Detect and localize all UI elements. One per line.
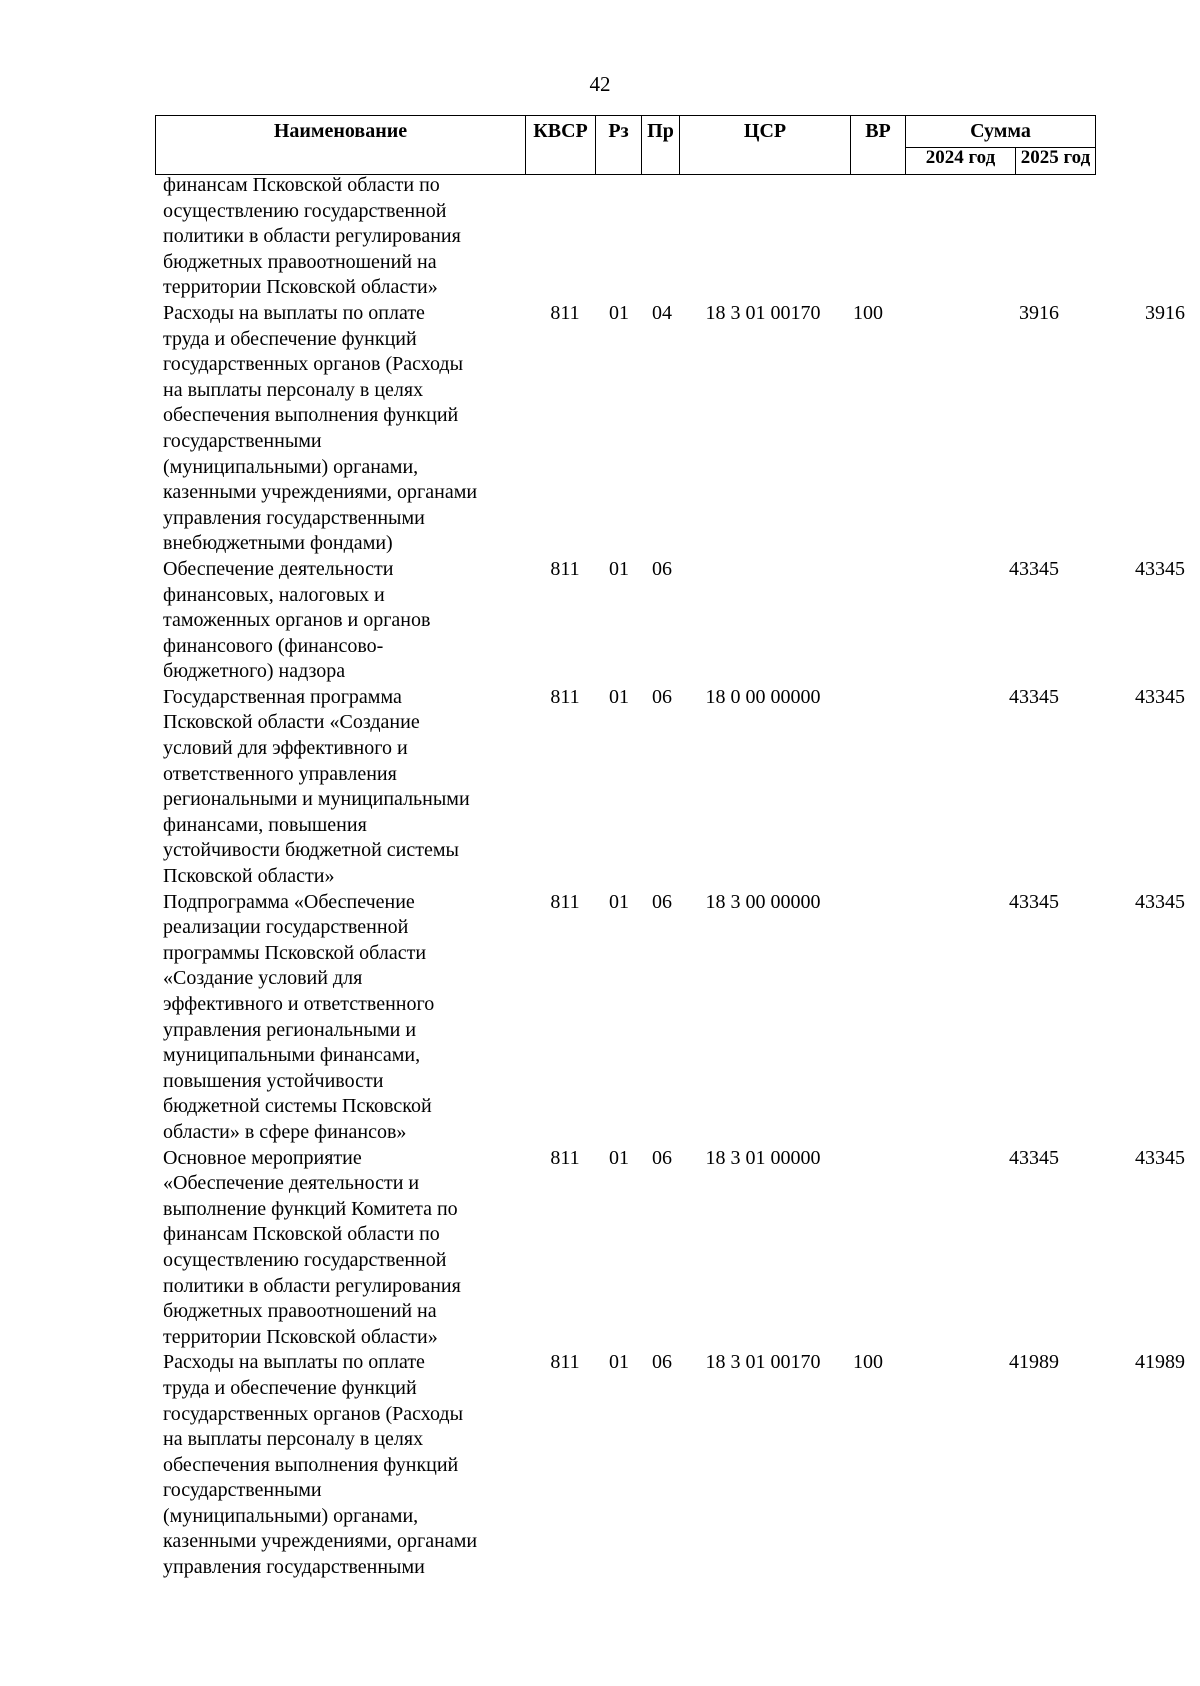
cell-pr: 06	[652, 1351, 672, 1374]
row-name-line: политики в области регулирования	[163, 225, 461, 248]
row-name-line: Псковской области «Создание	[163, 711, 420, 734]
row-name-line: области» в сфере финансов»	[163, 1120, 407, 1143]
cell-pr: 06	[652, 557, 672, 580]
cell-rz: 01	[609, 890, 629, 913]
cell-sum-2024: 43345	[1009, 890, 1059, 913]
row-name-line: территории Псковской области»	[163, 276, 438, 299]
cell-rz: 01	[609, 301, 629, 324]
cell-rz: 01	[609, 1146, 629, 1169]
cell-kvsr: 811	[550, 890, 580, 913]
header-csr: ЦСР	[680, 116, 851, 175]
row-name-line: муниципальными финансами,	[163, 1044, 421, 1067]
row-name-line: Расходы на выплаты по оплате	[163, 1351, 425, 1374]
row-name-line: (муниципальными) органами,	[163, 455, 419, 478]
cell-sum-2025: 43345	[1135, 685, 1185, 708]
row-name	[163, 685, 518, 890]
row-name-line: финансам Псковской области по	[163, 174, 440, 196]
header-year-2025: 2025 год	[1016, 147, 1096, 174]
row-name-line: осуществлению государственной	[163, 199, 447, 222]
cell-sum-2024: 41989	[1009, 1351, 1059, 1374]
row-name-line: Псковской области»	[163, 865, 335, 888]
row-name-line: эффективного и ответственного	[163, 993, 435, 1015]
row-name-line: Государственная программа	[163, 685, 402, 708]
row-name	[163, 557, 518, 685]
header-rz: Рз	[596, 116, 642, 175]
row-name-line: Расходы на выплаты по оплате	[163, 301, 425, 324]
row-name-line: государственных органов (Расходы	[163, 1402, 464, 1425]
row-name-line: выполнение функций Комитета по	[163, 1197, 458, 1220]
page-number: 42	[589, 72, 611, 96]
cell-sum-2025: 3916	[1145, 301, 1185, 324]
row-name-line: финансам Псковской области по	[163, 1223, 440, 1246]
row-name-line: осуществлению государственной	[163, 1248, 447, 1271]
header-name: Наименование	[156, 116, 526, 175]
row-name-line: политики в области регулирования	[163, 1274, 461, 1297]
row-name-line: государственными	[163, 1479, 322, 1502]
table-row	[163, 890, 1185, 1146]
row-name	[163, 890, 518, 1146]
cell-sum-2024: 43345	[1009, 685, 1059, 708]
row-name-line: Подпрограмма «Обеспечение	[163, 890, 415, 913]
row-name-line: Обеспечение деятельности	[163, 557, 394, 580]
row-name-line: бюджетной системы Псковской	[163, 1095, 432, 1118]
cell-sum-2024: 3916	[1019, 301, 1059, 324]
table-row	[163, 685, 1185, 890]
row-name-line: реализации государственной	[163, 916, 409, 939]
row-name-line: таможенных органов и органов	[163, 609, 431, 632]
row-name-line: «Обеспечение деятельности и	[163, 1172, 420, 1195]
row-name-line: государственными	[163, 429, 322, 452]
cell-vr: 100	[853, 1351, 883, 1374]
cell-kvsr: 811	[550, 685, 580, 708]
row-name-line: «Создание условий для	[163, 967, 363, 990]
cell-kvsr: 811	[550, 1146, 580, 1169]
table-row	[163, 301, 1185, 557]
row-name-line: внебюджетными фондами)	[163, 532, 393, 555]
row-name-line: управления региональными и	[163, 1018, 417, 1041]
header-kvsr: КВСР	[526, 116, 596, 175]
cell-csr: 18 3 01 00000	[705, 1146, 821, 1169]
cell-sum-2024: 43345	[1009, 1146, 1059, 1169]
cell-sum-2025: 43345	[1135, 1146, 1185, 1169]
header-sum: Сумма	[906, 116, 1096, 148]
table-row	[163, 557, 1185, 685]
cell-sum-2025: 43345	[1135, 890, 1185, 913]
cell-pr: 06	[652, 890, 672, 913]
cell-kvsr: 811	[550, 557, 580, 580]
cell-rz: 01	[609, 1351, 629, 1374]
row-name	[163, 173, 518, 301]
row-name-line: территории Псковской области»	[163, 1325, 438, 1348]
row-name-line: труда и обеспечение функций	[163, 327, 417, 350]
row-name-line: труда и обеспечение функций	[163, 1376, 417, 1399]
row-name-line: управления государственными	[163, 506, 425, 529]
row-name-line: ответственного управления	[163, 762, 397, 785]
table-row	[163, 1350, 1185, 1580]
row-name-line: обеспечения выполнения функций	[163, 1453, 459, 1476]
cell-csr: 18 3 01 00170	[705, 1351, 821, 1374]
row-name-line: на выплаты персоналу в целях	[163, 378, 424, 401]
row-name-line: обеспечения выполнения функций	[163, 404, 459, 427]
header-year-2024: 2024 год	[906, 147, 1016, 174]
row-name-line: бюджетных правоотношений на	[163, 250, 437, 273]
cell-kvsr: 811	[550, 1351, 580, 1374]
header-vr: ВР	[851, 116, 906, 175]
row-name-line: казенными учреждениями, органами	[163, 1530, 478, 1553]
row-name-line: бюджетного) надзора	[163, 660, 346, 683]
table-body	[163, 173, 1185, 1581]
row-name-line: (муниципальными) органами,	[163, 1504, 419, 1527]
cell-csr: 18 3 01 00170	[705, 301, 821, 324]
row-name	[163, 1146, 518, 1351]
cell-csr: 18 0 00 00000	[705, 685, 821, 708]
row-name-line: региональными и муниципальными	[163, 788, 470, 811]
row-name-line: финансовых, налоговых и	[163, 583, 385, 606]
row-name-line: условий для эффективного и	[163, 737, 408, 760]
row-name-line: финансового (финансово-	[163, 634, 384, 657]
row-name-line: управления государственными	[163, 1556, 425, 1579]
cell-csr: 18 3 00 00000	[705, 890, 821, 913]
header-pr: Пр	[642, 116, 680, 175]
cell-sum-2025: 41989	[1135, 1351, 1185, 1374]
row-name	[163, 301, 518, 557]
row-name	[163, 1350, 518, 1580]
row-name-line: Основное мероприятие	[163, 1146, 362, 1169]
cell-kvsr: 811	[550, 301, 580, 324]
row-name-line: на выплаты персоналу в целях	[163, 1428, 424, 1451]
table-header	[155, 115, 1096, 175]
row-name-line: программы Псковской области	[163, 941, 427, 964]
cell-vr: 100	[853, 301, 883, 324]
row-name-line: бюджетных правоотношений на	[163, 1300, 437, 1323]
cell-sum-2025: 43345	[1135, 557, 1185, 580]
table-row	[163, 173, 1163, 301]
cell-rz: 01	[609, 557, 629, 580]
row-name-line: казенными учреждениями, органами	[163, 481, 478, 504]
cell-sum-2024: 43345	[1009, 557, 1059, 580]
cell-pr: 04	[652, 301, 672, 324]
cell-rz: 01	[609, 685, 629, 708]
cell-pr: 06	[652, 1146, 672, 1169]
row-name-line: повышения устойчивости	[163, 1069, 384, 1092]
cell-pr: 06	[652, 685, 672, 708]
row-name-line: государственных органов (Расходы	[163, 353, 464, 376]
row-name-line: финансами, повышения	[163, 813, 367, 836]
table-row	[163, 1146, 1185, 1351]
row-name-line: устойчивости бюджетной системы	[163, 839, 459, 862]
